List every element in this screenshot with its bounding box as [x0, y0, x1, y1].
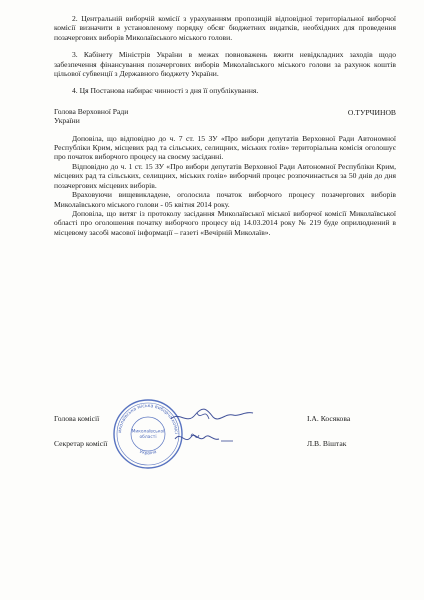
commission-secretary-label: Секретар комісії — [54, 439, 108, 449]
seal-center-line2: області — [139, 435, 157, 440]
handwritten-signatures — [167, 405, 257, 455]
commission-chair-name: І.А. Косякова — [307, 414, 351, 423]
paragraph-reported-1: Доповіла, що відповідно до ч. 7 ст. 15 ЗУ «Про вибори депутатів Верховної Ради Автономної Республіки Крим, місцевих рад та сільських, селищних, міських голів» територіальна комісія оголошує про початок виборчого процесу на своєму засіданні. — [54, 133, 396, 162]
seal-bottom-text: Україна — [138, 449, 158, 457]
paragraph-reported-2: Відповідно до ч. 1 ст. 15 ЗУ «Про вибори депутатів Верховної Ради Автономної Республіки Крим, місцевих рад та сільських, селищних, міських голів» виборчий процес розпочинається за 50 днів до дня позачергових місцевих виборів. — [54, 161, 396, 190]
paragraph-reported-3: Враховуючи вищевикладене, оголосила початок виборчого процесу позачергових виборів Миколаївського міського голови - 05 квітня 2014 року. — [54, 190, 396, 209]
parliament-chair-title-line2: України — [54, 116, 80, 126]
parliament-chair-title: Голова Верховної Ради — [54, 106, 129, 116]
commission-secretary-name: Л.В. Віштак — [307, 439, 347, 449]
seal-ring-text: иколаївська міська виборча комісі — [117, 403, 179, 435]
parliament-signature-block — [54, 107, 396, 126]
paragraph-central-commission: 2. Центральній виборчій комісії з урахуванням пропозицій відповідної територіальної виборчої комісії визначити в установленому порядку обсяг бюджетних видатків, необхідних для проведення позачергових виборів Миколаївського міського голови. — [54, 14, 396, 42]
paragraph-reported-4: Доповіла, що витяг із протоколу засідання Миколаївської міської виборчої комісії Миколаївської області про оголошення початку виборчого процесу від 14.03.2014 року № 219 буде оприлюднений в місцевому засобі масової інформації – газеті «Вечірній Миколаїв». — [54, 208, 396, 237]
paragraph-cabinet: 3. Кабінету Міністрів України в межах повноважень вжити невідкладних заходів щодо забезпечення фінансування позачергових виборів Миколаївського міського голови за рахунок коштів цільової субвенції з Державного бюджету України. — [54, 50, 396, 79]
paragraph-effective: 4. Ця Постанова набирає чинності з дня її опублікування. — [72, 86, 259, 96]
seal-center-line1: Миколаївської — [131, 429, 165, 435]
commission-chair-label: Голова комісії — [54, 414, 100, 423]
parliament-chair-name: О.ТУРЧИНОВ — [347, 107, 396, 117]
